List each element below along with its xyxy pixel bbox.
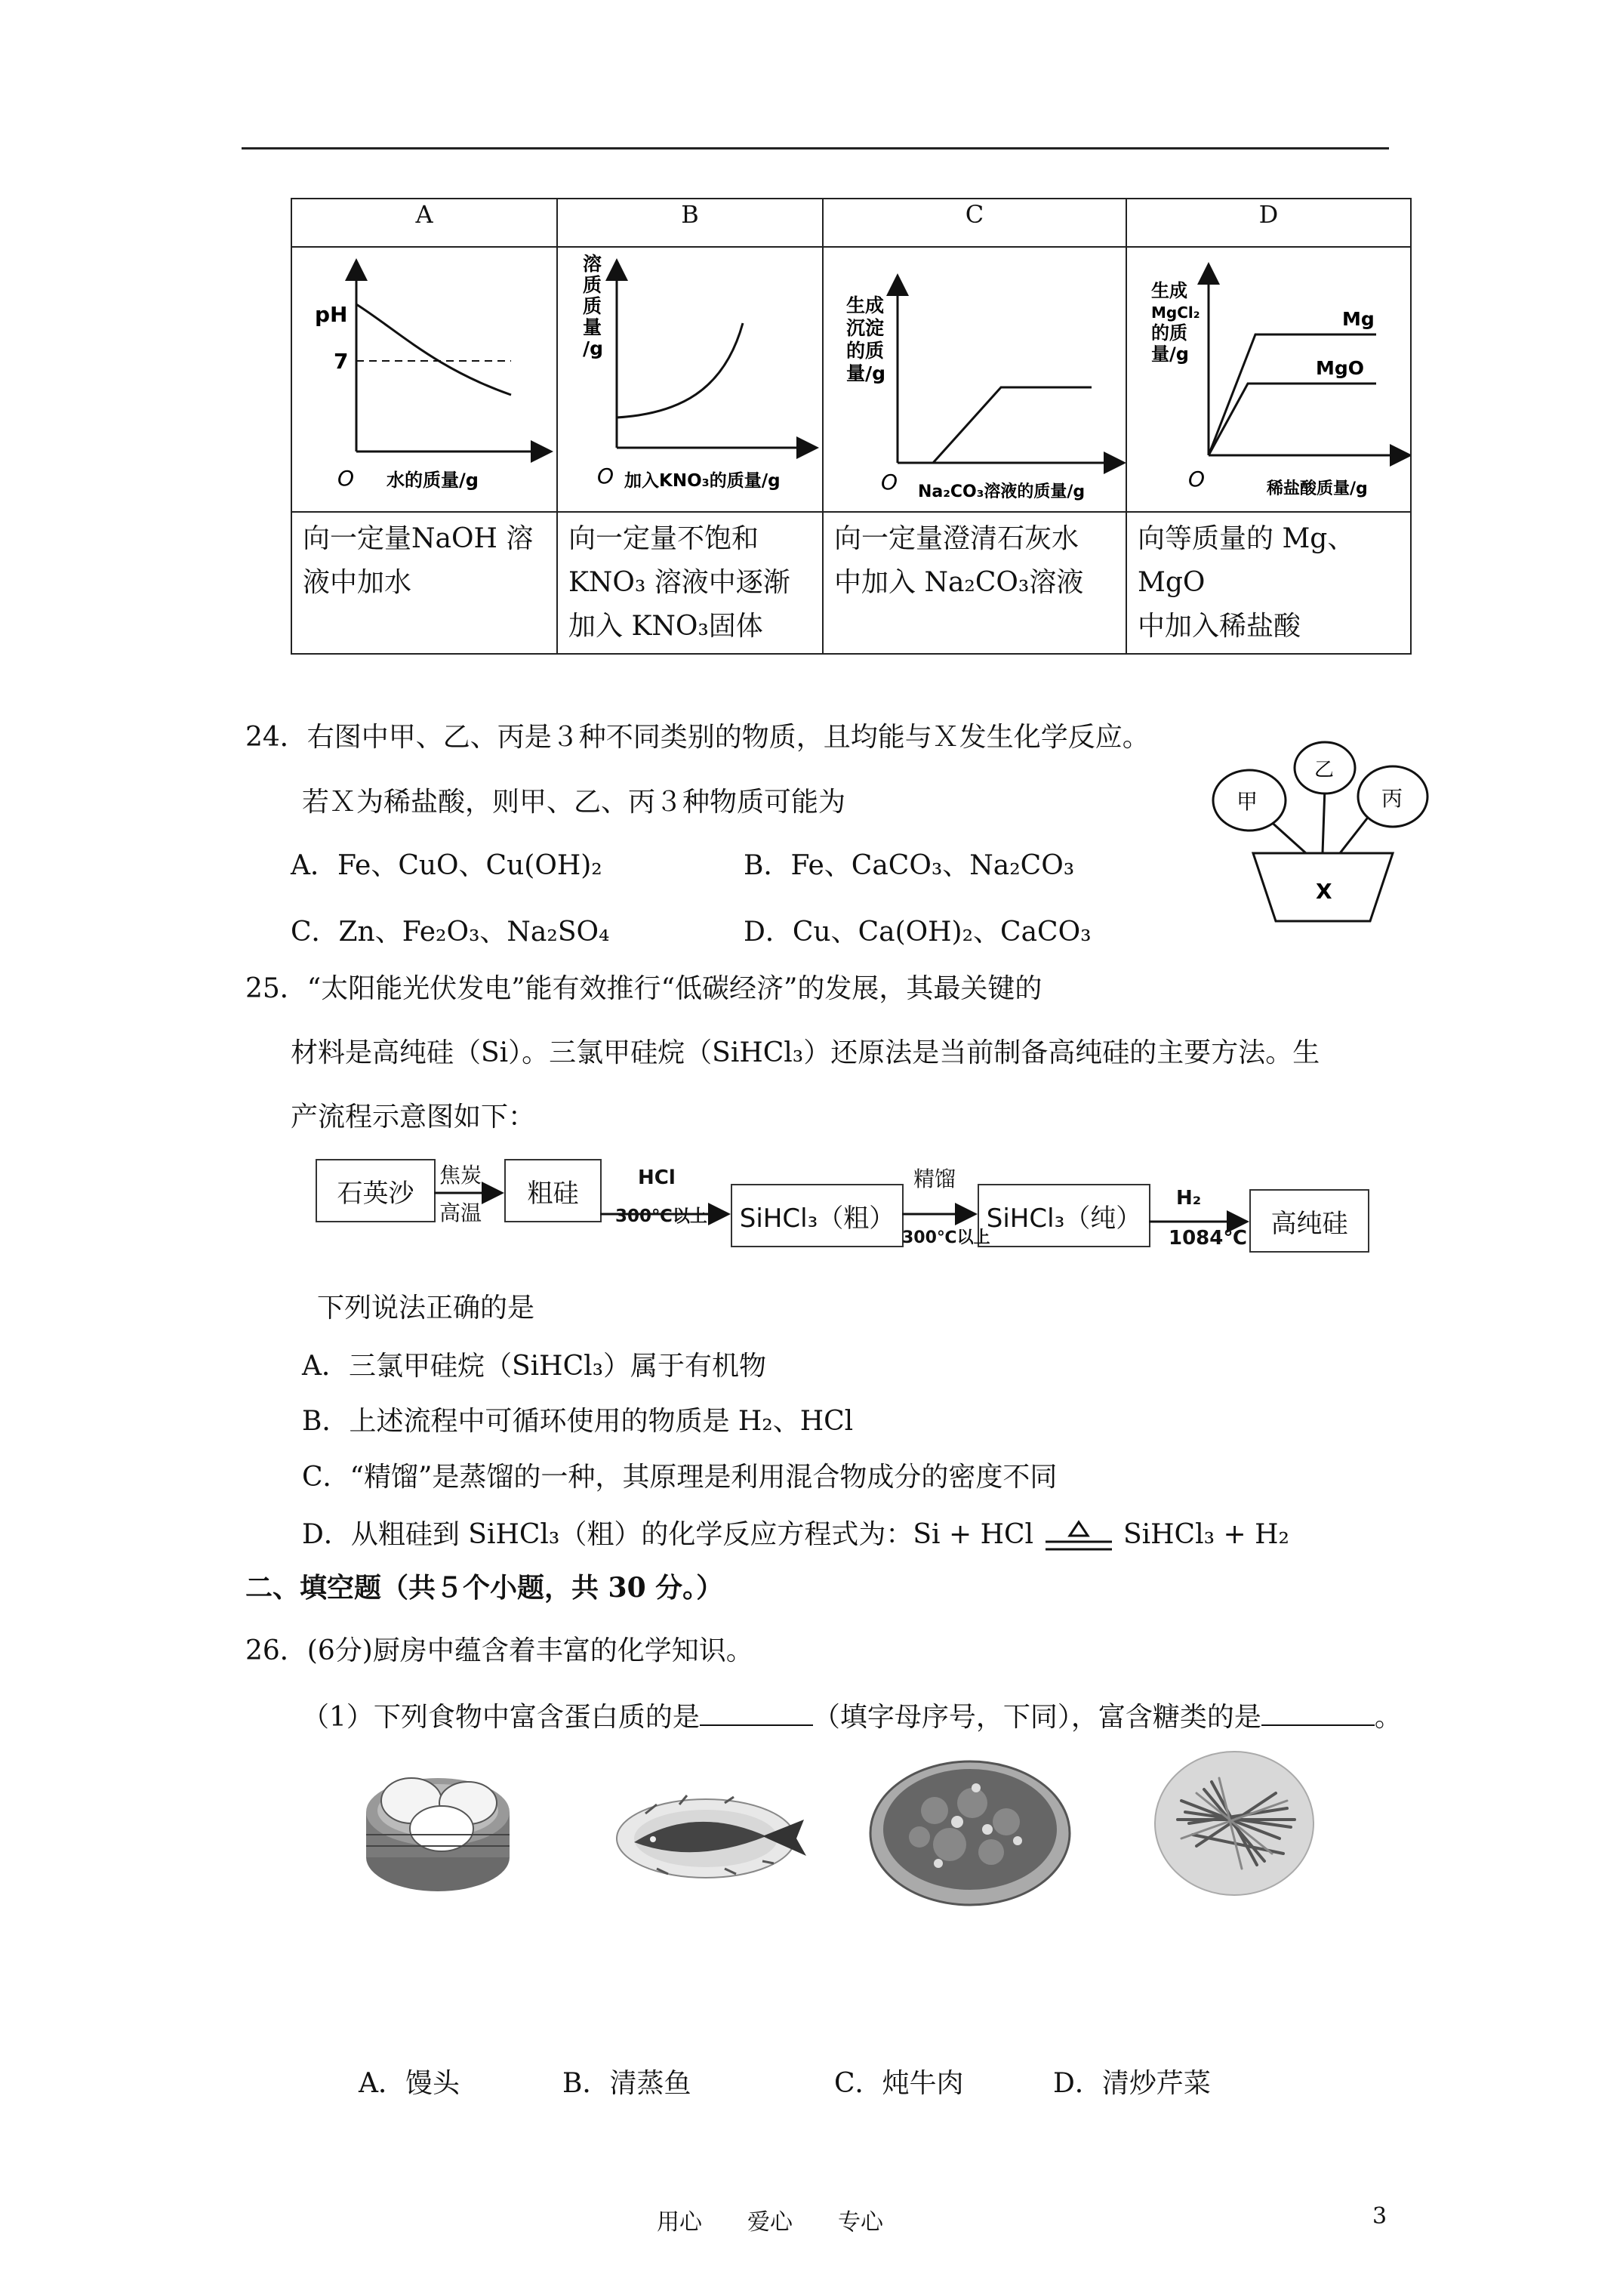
flow-arrow1-bottom: 高温 — [439, 1200, 482, 1225]
blank-sugar[interactable] — [1261, 1697, 1375, 1726]
graph-b-ylabel-1: 溶 — [583, 253, 602, 275]
diagram-bing: 丙 — [1381, 786, 1403, 811]
q24-option-a: A．Fe、CuO、Cu(OH)₂ — [291, 850, 602, 881]
q24-sub: 若Ｘ为稀盐酸，则甲、乙、丙３种物质可能为 — [302, 787, 846, 818]
q25-option-b: B．上述流程中可循环使用的物质是 H₂、HCl — [302, 1406, 854, 1437]
celery-image — [1151, 1748, 1317, 1899]
q25-option-a: A．三氯甲硅烷（SiHCl₃）属于有机物 — [302, 1351, 767, 1382]
page-number: 3 — [1372, 2203, 1387, 2230]
flow-box-sihcl3-crude: SiHCl₃（粗） — [731, 1184, 904, 1247]
steamed-fish-image — [611, 1774, 812, 1888]
q25-line3: 产流程示意图如下： — [291, 1102, 536, 1133]
diagram-jia: 甲 — [1236, 789, 1258, 814]
graph-b-curve — [617, 323, 743, 418]
flow-box-quartz: 石英沙 — [316, 1159, 436, 1222]
graph-b-ylabel-2: 质 — [583, 274, 602, 296]
graph-a-curve — [356, 304, 511, 395]
graph-d-ylabel-2: MgCl₂ — [1151, 304, 1200, 322]
flow-arrow4-bottom: 1084℃ — [1169, 1227, 1247, 1250]
q25-line1: 25．“太阳能光伏发电”能有效推行“低碳经济”的发展，其最关键的 — [245, 973, 1042, 1004]
q25-ask: 下列说法正确的是 — [317, 1293, 535, 1324]
graph-d-ylabel-4: 量/g — [1151, 344, 1189, 365]
graph-a — [291, 247, 557, 512]
footer-motto: 用心 爱心 专心 — [657, 2209, 883, 2236]
graph-b-origin: O — [597, 464, 614, 488]
heat-equals-icon — [1042, 1519, 1115, 1554]
q24-diagram — [1193, 736, 1442, 932]
graph-b-ylabel-3: 质 — [583, 295, 602, 317]
graph-d-series-mg — [1209, 334, 1376, 455]
blank-protein[interactable] — [700, 1697, 813, 1726]
graph-a-xlabel: 水的质量/g — [387, 470, 479, 491]
col-header-b: B — [557, 199, 823, 247]
q24-stem: 24．右图中甲、乙、丙是３种不同类别的物质，且均能与Ｘ发生化学反应。 — [245, 722, 1150, 753]
flow-arrow2-bottom: 300℃以上 — [615, 1207, 707, 1226]
q25-line2: 材料是高纯硅（Si）。三氯甲硅烷（SiHCl₃）还原法是当前制备高纯硅的主要方法。生 — [291, 1037, 1320, 1068]
flow-arrow4-top: H₂ — [1176, 1187, 1202, 1210]
food-label-b: B．清蒸鱼 — [562, 2068, 691, 2099]
graph-a-mark7: 7 — [334, 349, 349, 374]
col-header-a: A — [291, 199, 557, 247]
q26-sub1: （1）下列食物中富含蛋白质的是 （填字母序号，下同），富含糖类的是 。 — [302, 1697, 1402, 1737]
stewed-beef-image — [867, 1750, 1074, 1909]
graph-d-series-mgo — [1209, 384, 1376, 455]
graph-a-ylabel: pH — [315, 302, 348, 327]
caption-d: 向等质量的 Mg、MgO 中加入稀盐酸 — [1126, 512, 1411, 654]
flow-arrows — [434, 1170, 1253, 1261]
graph-d — [1126, 247, 1411, 512]
flow-arrow3-top: 精馏 — [913, 1166, 956, 1191]
caption-a: 向一定量NaOH 溶 液中加水 — [291, 512, 557, 654]
flow-arrow2-top: HCl — [638, 1166, 676, 1189]
header-rule — [242, 147, 1389, 149]
graph-c-ylabel-4: 量/g — [846, 362, 886, 384]
graph-b — [557, 247, 823, 512]
q24-option-c: C．Zn、Fe₂O₃、Na₂SO₄ — [291, 917, 610, 948]
q24-option-d: D．Cu、Ca(OH)₂、CaCO₃ — [744, 917, 1092, 948]
flow-box-pure-si: 高纯硅 — [1249, 1189, 1369, 1253]
graph-d-xlabel: 稀盐酸质量/g — [1267, 479, 1368, 498]
food-label-d: D．清炒芹菜 — [1053, 2068, 1211, 2099]
graph-b-ylabel-4: 量 — [583, 316, 602, 338]
graph-c-line — [933, 387, 1092, 463]
graph-c — [823, 247, 1126, 512]
diagram-x: X — [1316, 879, 1332, 904]
caption-c: 向一定量澄清石灰水 中加入 Na₂CO₃溶液 — [823, 512, 1126, 654]
graph-c-origin: O — [881, 470, 898, 495]
col-header-c: C — [823, 199, 1126, 247]
caption-b: 向一定量不饱和 KNO₃ 溶液中逐渐 加入 KNO₃固体 — [557, 512, 823, 654]
flow-arrow1-top: 焦炭 — [439, 1163, 482, 1188]
food-label-a: A．馒头 — [359, 2068, 460, 2099]
graph-c-ylabel-3: 的质 — [846, 340, 885, 362]
diagram-yi: 乙 — [1314, 759, 1335, 781]
graph-d-label-mgo: MgO — [1316, 357, 1365, 379]
steamed-bun-image — [362, 1752, 513, 1903]
food-label-c: C．炖牛肉 — [834, 2068, 964, 2099]
graph-d-ylabel-3: 的质 — [1151, 322, 1187, 344]
q25-option-d: D．从粗硅到 SiHCl₃（粗）的化学反应方程式为：Si + HCl SiHCl₃ + H₂ — [302, 1516, 1289, 1554]
q24-option-b: B．Fe、CaCO₃、Na₂CO₃ — [744, 850, 1075, 881]
graph-a-origin: O — [337, 466, 355, 491]
graph-d-ylabel-1: 生成 — [1151, 280, 1187, 301]
flow-arrow3-bottom: 300℃以上 — [902, 1228, 990, 1247]
graph-b-ylabel-5: /g — [583, 337, 604, 359]
graph-table — [291, 198, 1412, 655]
graph-d-label-mg: Mg — [1342, 308, 1375, 330]
graph-c-xlabel: Na₂CO₃溶液的质量/g — [918, 482, 1086, 501]
q26-stem: 26．(6分)厨房中蕴含着丰富的化学知识。 — [245, 1635, 753, 1666]
flow-box-sihcl3-pure: SiHCl₃（纯） — [978, 1184, 1150, 1247]
col-header-d: D — [1126, 199, 1411, 247]
section-heading: 二、填空题（共５个小题，共 30 分。） — [245, 1572, 724, 1604]
graph-d-origin: O — [1188, 467, 1206, 492]
graph-b-xlabel: 加入KNO₃的质量/g — [624, 471, 781, 491]
q25-option-c: C．“精馏”是蒸馏的一种，其原理是利用混合物成分的密度不同 — [302, 1462, 1058, 1493]
graph-c-ylabel-1: 生成 — [846, 294, 885, 316]
graph-c-ylabel-2: 沉淀 — [846, 317, 885, 339]
flow-box-crude-si: 粗硅 — [504, 1159, 602, 1222]
